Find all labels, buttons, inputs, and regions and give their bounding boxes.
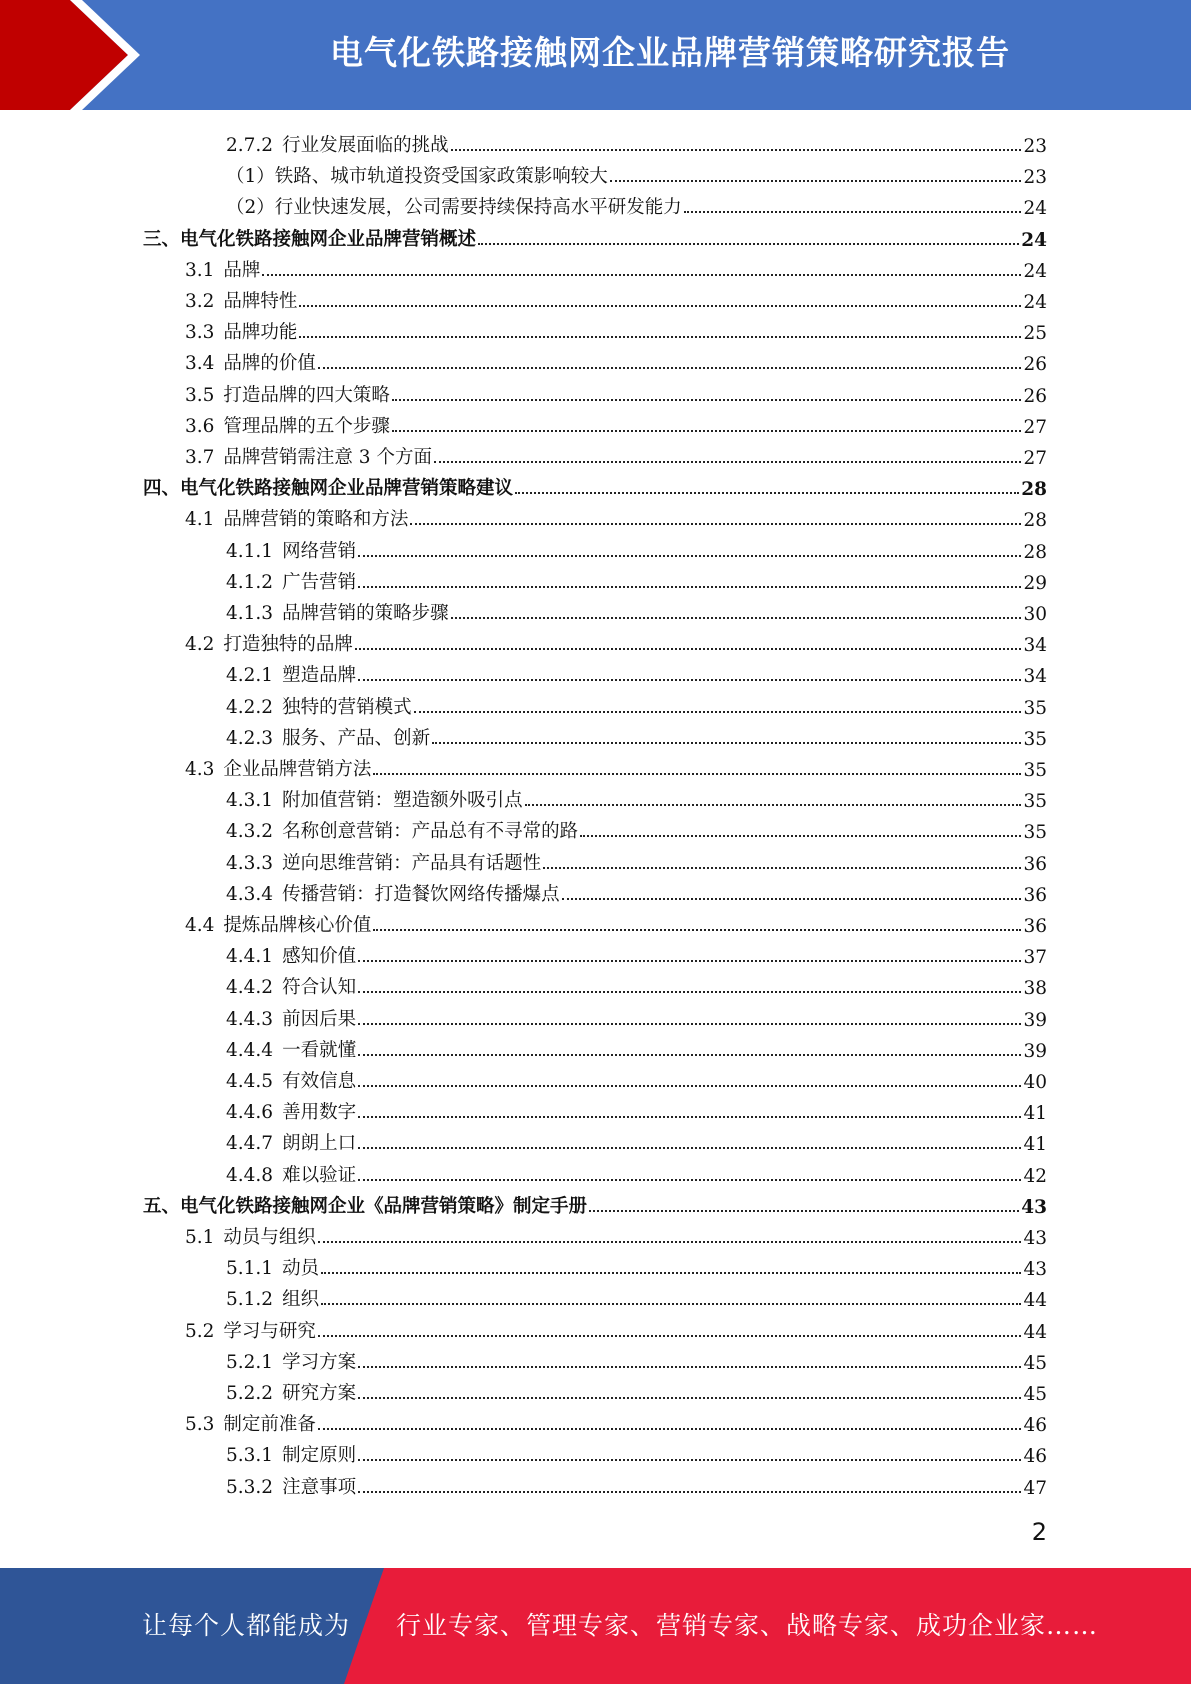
toc-entry[interactable] — [185, 407, 1047, 438]
toc-entry-page: 28 — [1023, 510, 1047, 532]
toc-entry[interactable] — [185, 376, 1047, 407]
toc-entry-text: 注意事项 — [282, 1476, 357, 1498]
toc-entry-page: 45 — [1023, 1352, 1047, 1374]
toc-entry-number: 4.3.1 — [226, 790, 274, 812]
toc-entry-text: 学习方案 — [282, 1351, 357, 1373]
toc-entry-number: 3.4 — [185, 353, 215, 375]
toc-entry-number: 3.6 — [185, 415, 215, 437]
toc-entry-page: 47 — [1023, 1477, 1047, 1499]
toc-entry[interactable] — [226, 188, 1047, 219]
toc-dot-leader — [318, 1335, 1022, 1337]
toc-entry[interactable] — [226, 1436, 1047, 1467]
toc-entry-number: 4.3.3 — [226, 852, 274, 874]
toc-entry-text: 动员 — [282, 1258, 320, 1280]
toc-entry-text: 打造独特的品牌 — [223, 634, 353, 656]
toc-entry-page: 26 — [1023, 354, 1047, 376]
toc-dot-leader — [358, 991, 1021, 993]
toc-entry-number: 4.3 — [185, 759, 215, 780]
toc-entry-text: 四、电气化铁路接触网企业品牌营销策略建议 — [143, 478, 514, 500]
toc-entry-text: 逆向思维营销：产品具有话题性 — [282, 852, 542, 874]
toc-dot-leader — [451, 149, 1022, 151]
toc-entry[interactable] — [185, 313, 1047, 344]
toc-dot-leader — [318, 1241, 1022, 1243]
toc-entry-page: 37 — [1023, 947, 1047, 969]
toc-entry-text: 传播营销：打造餐饮网络传播爆点 — [282, 883, 560, 905]
toc-entry-title — [226, 1098, 356, 1124]
toc-entry-title — [185, 1223, 316, 1249]
toc-dot-leader — [373, 929, 1021, 931]
toc-entry-title — [185, 755, 371, 781]
toc-entry-text: 研究方案 — [282, 1383, 357, 1404]
toc-entry-number: 4.2.2 — [226, 696, 274, 718]
header-title: 电气化铁路接触网企业品牌营销策略研究报告 — [330, 33, 1010, 72]
toc-entry-number: 5.2 — [185, 1320, 215, 1342]
toc-entry-title — [226, 131, 449, 157]
toc-entry-number: 4.1 — [185, 509, 215, 531]
toc-entry-page: 34 — [1023, 635, 1047, 657]
page-header — [0, 0, 1191, 110]
toc-entry-page: 44 — [1023, 1321, 1047, 1343]
toc-dot-leader — [580, 835, 1021, 837]
toc-entry-text: 制定原则 — [282, 1445, 357, 1467]
toc-entry-page: 24 — [1023, 260, 1047, 282]
toc-entry-page: 43 — [1021, 1196, 1047, 1218]
toc-entry-page: 42 — [1023, 1165, 1047, 1187]
toc-entry-number: 5.1.1 — [226, 1258, 274, 1280]
toc-entry-text: 一看就懂 — [282, 1039, 357, 1061]
toc-entry-page: 26 — [1023, 385, 1047, 407]
toc-entry[interactable] — [185, 500, 1047, 531]
toc-entry-title — [185, 256, 260, 282]
toc-entry[interactable] — [226, 1062, 1047, 1093]
toc-entry-page: 30 — [1023, 604, 1047, 625]
toc-dot-leader — [299, 336, 1021, 338]
toc-entry[interactable] — [226, 1468, 1047, 1499]
toc-entry-text: 独特的营销模式 — [282, 696, 412, 718]
toc-entry-number: 3.3 — [185, 322, 215, 344]
toc-entry-page: 24 — [1021, 229, 1047, 251]
toc-entry-page: 35 — [1023, 697, 1047, 719]
toc-entry-title — [226, 1036, 356, 1062]
toc-entry-text: 前因后果 — [282, 1008, 357, 1030]
toc-entry-title — [143, 474, 513, 500]
toc-entry-number: 5.2.1 — [226, 1351, 274, 1373]
toc-entry-text: 品牌的价值 — [223, 353, 316, 375]
toc-entry-title — [185, 349, 316, 375]
toc-dot-leader — [358, 1116, 1021, 1118]
toc-dot-leader — [355, 648, 1022, 650]
toc-entry-text: （2）行业快速发展，公司需要持续保持高水平研发能力 — [226, 197, 682, 219]
toc-entry-page: 34 — [1023, 666, 1047, 688]
toc-dot-leader — [358, 1459, 1021, 1461]
toc-dot-leader — [525, 804, 1022, 806]
toc-entry-page: 40 — [1023, 1072, 1047, 1093]
toc-dot-leader — [358, 586, 1021, 588]
toc-entry[interactable] — [226, 937, 1047, 968]
toc-dot-leader — [373, 773, 1021, 775]
toc-dot-leader — [358, 1179, 1021, 1181]
toc-entry[interactable] — [185, 1405, 1047, 1436]
toc-entry-page: 23 — [1023, 136, 1047, 157]
toc-entry-number: 4.3.4 — [226, 883, 274, 905]
toc-entry-number: 2.7.2 — [226, 135, 274, 156]
toc-entry-title — [226, 849, 541, 875]
toc-entry-title — [226, 568, 356, 594]
toc-entry-title — [226, 193, 682, 219]
toc-entry-number: 4.2.3 — [226, 727, 274, 749]
toc-entry-page: 36 — [1023, 853, 1047, 875]
toc-entry-page: 25 — [1023, 323, 1047, 345]
toc-entry-text: 名称创意营销：产品总有不寻常的路 — [282, 821, 579, 843]
toc-entry-number: 5.2.2 — [226, 1383, 274, 1404]
footer-slogan-right: 行业专家、管理专家、营销专家、战略专家、成功企业家…… — [396, 1611, 1099, 1640]
toc-entry-number: 4.3.2 — [226, 821, 274, 843]
toc-entry-title — [226, 1161, 356, 1187]
toc-entry-number: 4.4 — [185, 915, 215, 936]
toc-dot-leader — [321, 1303, 1021, 1305]
toc-entry-page: 35 — [1023, 760, 1047, 781]
toc-entry[interactable] — [226, 1000, 1047, 1031]
toc-dot-leader — [562, 898, 1022, 900]
toc-entry-text: 广告营销 — [282, 571, 357, 593]
toc-entry-page: 35 — [1023, 791, 1047, 813]
toc-entry-title — [185, 1410, 316, 1436]
toc-entry-title — [226, 1348, 356, 1374]
toc-entry-title — [226, 880, 560, 906]
footer-slogan-left: 让每个人都能成为 — [142, 1611, 351, 1640]
toc-entry-number: 3.5 — [185, 384, 215, 406]
toc-entry-number: 5.3.1 — [226, 1445, 274, 1467]
toc-dot-leader — [410, 523, 1021, 525]
toc-entry-text: 品牌 — [223, 259, 261, 281]
toc-entry[interactable] — [226, 532, 1047, 563]
toc-entry-title — [185, 911, 371, 937]
toc-entry[interactable] — [226, 1093, 1047, 1124]
toc-entry-text: 学习与研究 — [223, 1320, 316, 1342]
toc-entry-text: 制定前准备 — [223, 1414, 316, 1436]
toc-entry-text: 品牌营销的策略步骤 — [282, 603, 449, 624]
toc-dot-leader — [358, 1491, 1021, 1493]
toc-entry-page: 38 — [1023, 978, 1047, 1000]
toc-entry-text: （1）铁路、城市轨道投资受国家政策影响较大 — [226, 166, 608, 188]
toc-entry-text: 企业品牌营销方法 — [223, 759, 372, 780]
toc-entry[interactable] — [226, 1280, 1047, 1311]
toc-dot-leader — [262, 274, 1021, 276]
toc-entry-page: 28 — [1021, 479, 1047, 501]
toc-dot-leader — [589, 1210, 1019, 1212]
toc-entry-text: 品牌营销的策略和方法 — [223, 509, 409, 531]
toc-dot-leader — [358, 1147, 1021, 1149]
toc-entry[interactable] — [226, 1374, 1047, 1405]
toc-dot-leader — [318, 1428, 1022, 1430]
toc-entry-page: 27 — [1023, 448, 1047, 469]
toc-entry[interactable] — [226, 844, 1047, 875]
toc-entry-page: 39 — [1023, 1009, 1047, 1031]
toc-dot-leader — [478, 243, 1019, 245]
toc-entry[interactable] — [226, 594, 1047, 625]
toc-entry-title — [226, 1441, 356, 1467]
toc-entry[interactable] — [226, 157, 1047, 188]
toc-dot-leader — [358, 1023, 1021, 1025]
toc-entry[interactable] — [226, 126, 1047, 157]
toc-entry-text: 品牌营销需注意 3 个方面 — [223, 447, 432, 468]
toc-entry[interactable] — [185, 750, 1047, 781]
toc-entry[interactable] — [185, 625, 1047, 656]
toc-entry-title — [185, 287, 297, 313]
toc-entry-text: 动员与组织 — [223, 1227, 316, 1248]
toc-entry[interactable] — [185, 906, 1047, 937]
toc-entry-page: 39 — [1023, 1040, 1047, 1062]
toc-dot-leader — [358, 1366, 1021, 1368]
toc-entry-title — [185, 630, 353, 656]
toc-entry-number: 4.4.1 — [226, 946, 274, 968]
toc-entry-number: 4.2.1 — [226, 665, 274, 687]
toc-entry[interactable] — [226, 656, 1047, 687]
toc-entry-title — [226, 1129, 356, 1155]
page-number: 2 — [1031, 1518, 1047, 1546]
toc-dot-leader — [392, 430, 1022, 432]
toc-entry-title — [226, 162, 608, 188]
toc-entry-number: 4.4.6 — [226, 1102, 274, 1124]
toc-entry-text: 网络营销 — [282, 540, 357, 562]
toc-entry-number: 4.2 — [185, 634, 215, 656]
toc-entry-number: 5.3.2 — [226, 1476, 274, 1498]
toc-entry[interactable] — [226, 688, 1047, 719]
toc-dot-leader — [392, 399, 1022, 401]
toc-dot-leader — [414, 711, 1022, 713]
toc-entry[interactable] — [226, 812, 1047, 843]
toc-entry-page: 44 — [1023, 1290, 1047, 1312]
toc-entry-title — [226, 817, 578, 843]
toc-entry[interactable] — [226, 1249, 1047, 1280]
toc-entry-page: 23 — [1023, 167, 1047, 189]
toc-entry-page: 28 — [1023, 541, 1047, 563]
toc-entry-number: 4.1.2 — [226, 571, 274, 593]
toc-entry-page: 24 — [1023, 292, 1047, 313]
toc-entry-page: 43 — [1023, 1228, 1047, 1249]
toc-entry-title — [185, 412, 390, 438]
toc-dot-leader — [358, 1397, 1021, 1399]
toc-entry[interactable] — [143, 1187, 1047, 1218]
toc-entry-number: 5.3 — [185, 1414, 215, 1436]
toc-entry-title — [226, 1005, 356, 1031]
toc-entry-page: 41 — [1023, 1134, 1047, 1156]
toc-entry[interactable] — [226, 719, 1047, 750]
toc-entry-title — [185, 318, 297, 344]
toc-entry-page: 43 — [1023, 1259, 1047, 1281]
toc-entry-text: 提炼品牌核心价值 — [223, 915, 372, 936]
toc-entry[interactable] — [185, 1312, 1047, 1343]
toc-entry-title — [185, 381, 390, 407]
toc-entry[interactable] — [226, 1124, 1047, 1155]
toc-entry-page: 36 — [1023, 884, 1047, 906]
toc-entry-page: 35 — [1023, 728, 1047, 750]
toc-entry-title — [226, 1379, 356, 1405]
toc-entry-page: 46 — [1023, 1415, 1047, 1437]
toc-entry-text: 品牌功能 — [223, 322, 298, 344]
toc-dot-leader — [610, 180, 1022, 182]
toc-dot-leader — [515, 492, 1019, 494]
toc-entry-page: 24 — [1023, 198, 1047, 220]
toc-dot-leader — [358, 1054, 1021, 1056]
toc-entry-page: 29 — [1023, 572, 1047, 594]
toc-entry-page: 45 — [1023, 1384, 1047, 1405]
toc-entry-number: 3.2 — [185, 291, 215, 312]
toc-entry-number: 4.4.8 — [226, 1164, 274, 1186]
toc-entry-title — [226, 1473, 356, 1499]
toc-entry[interactable] — [185, 344, 1047, 375]
toc-dot-leader — [684, 211, 1022, 213]
toc-entry-text: 打造品牌的四大策略 — [223, 384, 390, 406]
toc-entry[interactable] — [226, 1031, 1047, 1062]
toc-entry-number: 4.4.7 — [226, 1133, 274, 1155]
toc-entry-number: 4.4.3 — [226, 1008, 274, 1030]
toc-dot-leader — [434, 461, 1021, 463]
toc-entry-number: 4.1.1 — [226, 540, 274, 562]
toc-entry[interactable] — [185, 438, 1047, 469]
toc-entry-page: 36 — [1023, 916, 1047, 937]
toc-entry-text: 塑造品牌 — [282, 665, 357, 687]
toc-entry-number: 4.4.5 — [226, 1071, 274, 1092]
toc-entry-number: 5.1.2 — [226, 1289, 274, 1311]
toc-entry-title — [143, 225, 476, 251]
toc-entry-title — [226, 661, 356, 687]
toc-entry-page: 27 — [1023, 416, 1047, 438]
toc-dot-leader — [432, 742, 1021, 744]
toc-entry[interactable] — [185, 1218, 1047, 1249]
toc-entry-title — [185, 443, 432, 469]
page-footer — [0, 1568, 1191, 1684]
toc-entry-title — [226, 1254, 319, 1280]
toc-entry-number: 4.4.2 — [226, 977, 274, 999]
toc-entry-text: 善用数字 — [282, 1102, 357, 1124]
toc-entry[interactable] — [226, 1343, 1047, 1374]
toc-entry[interactable] — [226, 1156, 1047, 1187]
toc-entry[interactable] — [226, 875, 1047, 906]
toc-dot-leader — [358, 555, 1021, 557]
toc-entry-text: 符合认知 — [282, 977, 357, 999]
toc-entry-text: 附加值营销：塑造额外吸引点 — [282, 790, 523, 812]
toc-entry-title — [226, 1285, 319, 1311]
toc-entry-text: 行业发展面临的挑战 — [282, 135, 449, 156]
toc-entry-text: 朗朗上口 — [282, 1133, 357, 1155]
toc-entry-title — [226, 724, 430, 750]
header-red-chevron — [0, 0, 128, 110]
toc-dot-leader — [358, 1085, 1021, 1087]
toc-dot-leader — [451, 617, 1022, 619]
toc-entry-title — [226, 537, 356, 563]
toc-entry-number: 3.7 — [185, 447, 215, 468]
toc-entry[interactable] — [143, 220, 1047, 251]
toc-entry-text: 有效信息 — [282, 1071, 357, 1092]
toc-entry-page: 35 — [1023, 822, 1047, 844]
toc-dot-leader — [318, 367, 1022, 369]
toc-dot-leader — [321, 1272, 1021, 1274]
toc-entry-title — [226, 973, 356, 999]
toc-entry-title — [185, 1317, 316, 1343]
toc-entry-text: 管理品牌的五个步骤 — [223, 415, 390, 437]
toc-entry-number: 5.1 — [185, 1227, 215, 1248]
toc-entry[interactable] — [185, 251, 1047, 282]
toc-entry-number: 3.1 — [185, 259, 215, 281]
toc-entry[interactable] — [143, 469, 1047, 500]
toc-entry-title — [226, 1067, 356, 1093]
toc-entry-text: 组织 — [282, 1289, 320, 1311]
toc-entry-title — [226, 942, 356, 968]
toc-entry-title — [185, 505, 408, 531]
toc-entry-text: 五、电气化铁路接触网企业《品牌营销策略》制定手册 — [143, 1195, 588, 1217]
toc-entry-text: 难以验证 — [282, 1164, 357, 1186]
toc-dot-leader — [358, 679, 1021, 681]
toc-entry-text: 感知价值 — [282, 946, 357, 968]
toc-entry-title — [143, 1192, 587, 1218]
toc-entry-text: 服务、产品、创新 — [282, 727, 431, 749]
toc-entry-page: 46 — [1023, 1446, 1047, 1468]
toc-entry-title — [226, 599, 449, 625]
toc-entry[interactable] — [226, 968, 1047, 999]
toc-entry[interactable] — [185, 282, 1047, 313]
toc-dot-leader — [358, 960, 1021, 962]
toc-entry-text: 三、电气化铁路接触网企业品牌营销概述 — [143, 228, 477, 250]
toc-entry-page: 41 — [1023, 1103, 1047, 1125]
toc-entry-title — [226, 693, 412, 719]
toc-dot-leader — [299, 305, 1021, 307]
toc-entry-text: 品牌特性 — [223, 291, 298, 312]
toc-dot-leader — [543, 867, 1021, 869]
toc-entry-number: 4.4.4 — [226, 1039, 274, 1061]
toc-entry[interactable] — [226, 563, 1047, 594]
toc-entry-number: 4.1.3 — [226, 603, 274, 624]
toc-entry-title — [226, 786, 523, 812]
toc-entry[interactable] — [226, 781, 1047, 812]
